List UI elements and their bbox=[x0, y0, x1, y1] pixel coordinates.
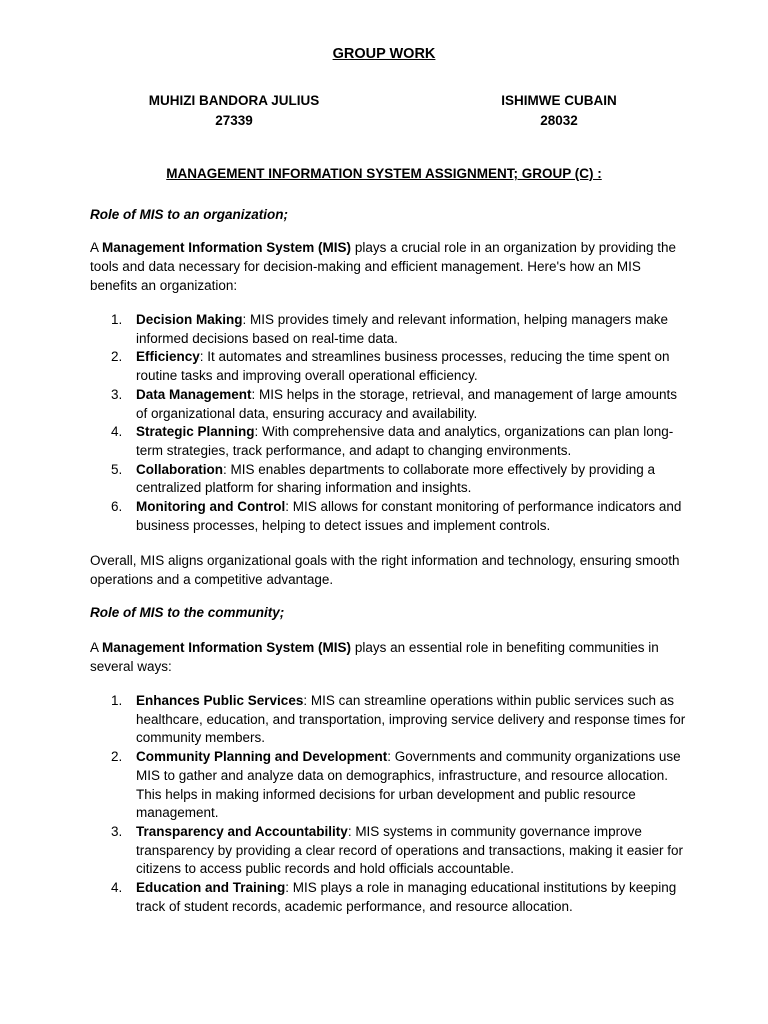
section-2-list bbox=[90, 692, 690, 916]
intro-text: plays an essential role in benefiting communities in several ways: bbox=[90, 640, 659, 674]
list-item bbox=[90, 823, 690, 879]
list-item-term: Transparency and Accountability bbox=[136, 823, 348, 839]
section-1-conclusion: Overall, MIS aligns organizational goals with the right information and technology, ensuring smooth operations and a competitive advantage. bbox=[90, 553, 680, 587]
list-item-term: Strategic Planning bbox=[136, 424, 255, 440]
list-item-text: : MIS allows for constant monitoring of performance indicators and business processes, helping to detect issues and implement controls. bbox=[136, 499, 682, 533]
list-item bbox=[90, 386, 690, 423]
list-item bbox=[90, 461, 690, 498]
author-1-name: MUHIZI BANDORA JULIUS bbox=[148, 93, 320, 108]
list-item-term: Decision Making bbox=[136, 312, 243, 327]
list-item-term: Enhances Public Services bbox=[136, 693, 304, 708]
list-item bbox=[90, 311, 690, 348]
author-1-id: 27339 bbox=[215, 113, 253, 128]
list-item-number: 1. bbox=[111, 312, 123, 327]
list-item-text: : MIS can streamline operations within public services such as healthcare, education, and transportation, improving service delivery and response times for community members. bbox=[136, 693, 686, 746]
list-item-number: 6. bbox=[111, 499, 123, 515]
intro-text: plays a crucial role in an organization by providing the tools and data necessary for decision-making and efficient management. Here's how an MIS benefits an organization: bbox=[90, 240, 676, 293]
intro-prefix: A bbox=[90, 640, 103, 655]
list-item-text: : MIS plays a role in managing educational institutions by keeping track of student records, academic performance, and resource allocation. bbox=[136, 880, 677, 914]
list-item-term: Community Planning and Development bbox=[136, 749, 388, 765]
list-item-text: : MIS systems in community governance improve transparency by providing a clear record of operations and transactions, making it easier for citizens to access public records and hold officials accountable. bbox=[136, 823, 684, 877]
list-item-text: : Governments and community organizations use MIS to gather and analyze data on demographics, infrastructure, and resource allocation. This helps in making informed decisions for urban development and public resource management. bbox=[136, 749, 681, 821]
list-item bbox=[90, 423, 690, 460]
list-item-text: : MIS helps in the storage, retrieval, and management of large amounts of organizational data, ensuring accuracy and availability. bbox=[136, 386, 678, 421]
intro-bold-term: Management Information System (MIS) bbox=[102, 240, 352, 255]
section-1-heading: Role of MIS to an organization; bbox=[90, 207, 288, 222]
list-item-number: 3. bbox=[111, 823, 123, 839]
author-2 bbox=[466, 91, 652, 131]
list-item bbox=[90, 879, 690, 916]
list-item-term: Education and Training bbox=[136, 880, 286, 896]
list-item-term: Collaboration bbox=[136, 461, 223, 477]
list-item bbox=[90, 348, 690, 385]
list-item-number: 1. bbox=[111, 693, 123, 708]
list-item-term: Monitoring and Control bbox=[136, 499, 286, 515]
list-item bbox=[90, 748, 690, 823]
list-item-text: : MIS provides timely and relevant information, helping managers make informed decisions based on real-time data. bbox=[136, 312, 668, 346]
list-item-text: : It automates and streamlines business processes, reducing the time spent on routine tasks and improving overall operational efficiency. bbox=[136, 349, 670, 384]
list-item-number: 3. bbox=[111, 386, 123, 402]
list-item-number: 5. bbox=[111, 461, 123, 477]
list-item-text: : With comprehensive data and analytics, organizations can plan long-term strategies, track performance, and adapt to changing environments. bbox=[136, 424, 674, 458]
intro-prefix: A bbox=[90, 240, 103, 255]
list-item bbox=[90, 692, 690, 748]
section-2-heading: Role of MIS to the community; bbox=[90, 605, 285, 620]
author-2-name: ISHIMWE CUBAIN bbox=[501, 93, 617, 108]
list-item-number: 2. bbox=[111, 349, 123, 365]
list-item-term: Data Management bbox=[136, 386, 252, 402]
section-1-intro bbox=[90, 238, 690, 295]
list-item-number: 4. bbox=[111, 880, 123, 896]
document-title: GROUP WORK bbox=[332, 46, 436, 62]
author-1 bbox=[134, 91, 334, 131]
list-item-text: : MIS enables departments to collaborate more effectively by providing a centralized platform for sharing information and insights. bbox=[136, 461, 655, 496]
intro-bold-term: Management Information System (MIS) bbox=[102, 640, 352, 655]
list-item bbox=[90, 498, 690, 535]
section-2-intro bbox=[90, 638, 690, 676]
list-item-number: 4. bbox=[111, 424, 123, 440]
author-2-id: 28032 bbox=[540, 113, 578, 128]
list-item-term: Efficiency bbox=[136, 349, 200, 365]
section-1-list bbox=[90, 311, 690, 535]
assignment-subtitle: MANAGEMENT INFORMATION SYSTEM ASSIGNMENT; GROUP (C) : bbox=[166, 166, 602, 181]
list-item-number: 2. bbox=[111, 749, 123, 765]
